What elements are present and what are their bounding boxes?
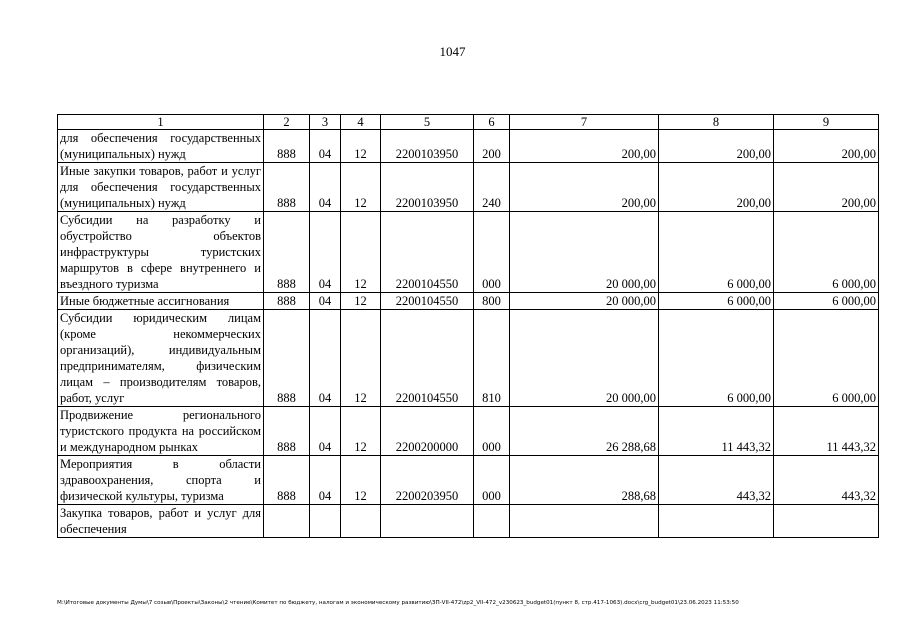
table-row: [58, 163, 879, 212]
column-header: 5: [381, 115, 474, 130]
cell-amount-col7: 20 000,00: [510, 310, 659, 407]
budget-table: [57, 114, 879, 538]
cell-amount-col8: 6 000,00: [659, 310, 774, 407]
cell-subsection: 12: [341, 163, 381, 212]
column-header: 4: [341, 115, 381, 130]
row-name: Иные закупки товаров, работ и услуг для обеспечения государственных (муниципальных) нужд: [58, 163, 264, 212]
cell-amount-col9: 6 000,00: [774, 212, 879, 293]
cell-amount-col7: 26 288,68: [510, 407, 659, 456]
column-header: 7: [510, 115, 659, 130]
cell-subsection: 12: [341, 407, 381, 456]
cell-expense-type: 200: [474, 130, 510, 163]
cell-subsection: 12: [341, 130, 381, 163]
cell-subsection: 12: [341, 212, 381, 293]
cell-amount-col9: 200,00: [774, 163, 879, 212]
cell-section: 04: [310, 293, 341, 310]
cell-amount-col8: 6 000,00: [659, 212, 774, 293]
cell-subsection: [341, 505, 381, 538]
cell-ministry: 888: [264, 407, 310, 456]
cell-amount-col7: [510, 505, 659, 538]
cell-amount-col8: 443,32: [659, 456, 774, 505]
cell-section: 04: [310, 456, 341, 505]
cell-amount-col9: 443,32: [774, 456, 879, 505]
cell-amount-col9: 6 000,00: [774, 310, 879, 407]
cell-ministry: 888: [264, 212, 310, 293]
cell-subsection: 12: [341, 310, 381, 407]
cell-expense-type: 810: [474, 310, 510, 407]
table-row: [58, 212, 879, 293]
cell-amount-col9: 200,00: [774, 130, 879, 163]
table-row: [58, 293, 879, 310]
cell-target-article: 2200104550: [381, 212, 474, 293]
column-header: 9: [774, 115, 879, 130]
cell-amount-col7: 200,00: [510, 130, 659, 163]
cell-expense-type: [474, 505, 510, 538]
cell-amount-col8: 200,00: [659, 130, 774, 163]
column-header: 2: [264, 115, 310, 130]
cell-target-article: 2200200000: [381, 407, 474, 456]
cell-expense-type: 800: [474, 293, 510, 310]
cell-section: 04: [310, 130, 341, 163]
cell-section: 04: [310, 163, 341, 212]
row-name: Продвижение регионального туристского продукта на российском и международном рынках: [58, 407, 264, 456]
column-header: 8: [659, 115, 774, 130]
cell-ministry: [264, 505, 310, 538]
cell-expense-type: 000: [474, 456, 510, 505]
cell-ministry: 888: [264, 163, 310, 212]
table-header-row: [58, 115, 879, 130]
cell-amount-col9: 6 000,00: [774, 293, 879, 310]
cell-ministry: 888: [264, 310, 310, 407]
cell-ministry: 888: [264, 456, 310, 505]
table-row: [58, 456, 879, 505]
row-name: для обеспечения государственных (муниципальных) нужд: [58, 130, 264, 163]
row-name: Субсидии на разработку и обустройство объектов инфраструктуры туристских маршрутов в сфере внутреннего и въездного туризма: [58, 212, 264, 293]
cell-target-article: 2200104550: [381, 310, 474, 407]
cell-section: 04: [310, 212, 341, 293]
cell-target-article: 2200104550: [381, 293, 474, 310]
page-number: 1047: [439, 44, 466, 59]
cell-amount-col9: 11 443,32: [774, 407, 879, 456]
cell-ministry: 888: [264, 293, 310, 310]
cell-expense-type: 000: [474, 212, 510, 293]
column-header: 6: [474, 115, 510, 130]
cell-expense-type: 240: [474, 163, 510, 212]
cell-section: 04: [310, 407, 341, 456]
row-name: Субсидии юридическим лицам (кроме некоммерческих организаций), индивидуальным предпринимателям, физическим лицам – производителям товаров, работ, услуг: [58, 310, 264, 407]
table-row: [58, 505, 879, 538]
row-name: Закупка товаров, работ и услуг для обеспечения: [58, 505, 264, 538]
cell-target-article: [381, 505, 474, 538]
cell-section: 04: [310, 310, 341, 407]
column-header: 1: [58, 115, 264, 130]
table-row: [58, 130, 879, 163]
row-name: Иные бюджетные ассигнования: [58, 293, 264, 310]
cell-amount-col7: 20 000,00: [510, 293, 659, 310]
file-path-footer: M:\Итоговые документы Думы\7 созыв\Проекты\Законы\2 чтение\Комитет по бюджету, налогам и экономическому развитию\ЗП-VII-472\zp2_VII-472_v230623_budget01(пункт 8, стр.417-1063).docx\crg_budget01\23.06.2023 11:53:50: [57, 600, 739, 606]
cell-expense-type: 000: [474, 407, 510, 456]
cell-subsection: 12: [341, 293, 381, 310]
cell-amount-col8: 11 443,32: [659, 407, 774, 456]
cell-amount-col7: 288,68: [510, 456, 659, 505]
cell-amount-col7: 20 000,00: [510, 212, 659, 293]
cell-ministry: 888: [264, 130, 310, 163]
cell-target-article: 2200203950: [381, 456, 474, 505]
cell-amount-col9: [774, 505, 879, 538]
cell-section: [310, 505, 341, 538]
column-header: 3: [310, 115, 341, 130]
table-row: [58, 407, 879, 456]
cell-amount-col8: 6 000,00: [659, 293, 774, 310]
row-name: Мероприятия в области здравоохранения, спорта и физической культуры, туризма: [58, 456, 264, 505]
cell-amount-col8: 200,00: [659, 163, 774, 212]
cell-amount-col8: [659, 505, 774, 538]
cell-amount-col7: 200,00: [510, 163, 659, 212]
table-row: [58, 310, 879, 407]
cell-target-article: 2200103950: [381, 130, 474, 163]
cell-target-article: 2200103950: [381, 163, 474, 212]
cell-subsection: 12: [341, 456, 381, 505]
